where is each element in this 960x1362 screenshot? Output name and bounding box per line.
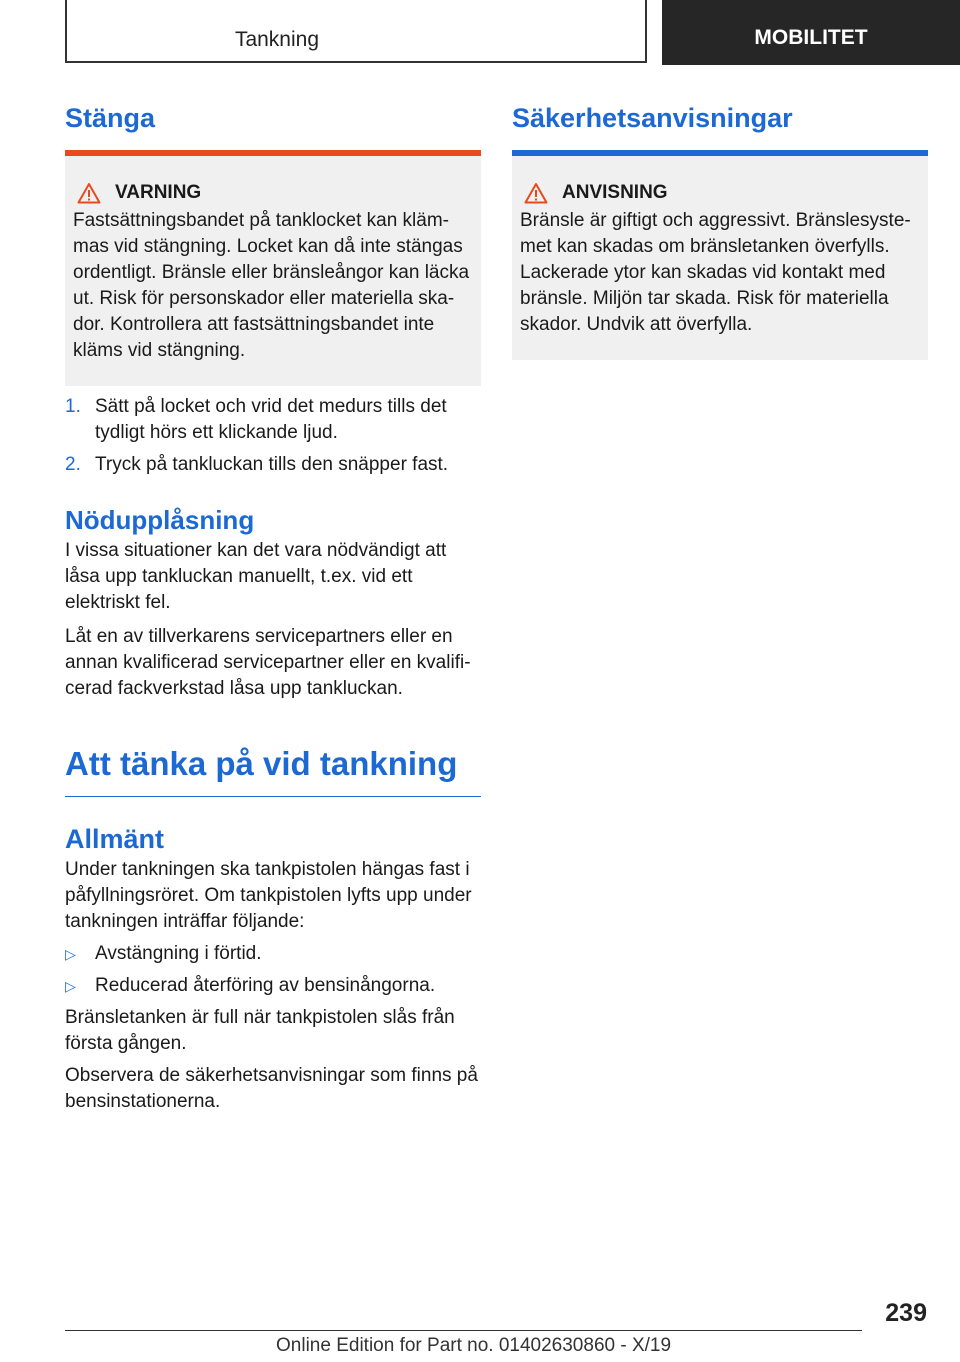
list-item <box>65 452 481 478</box>
major-heading: Att tänka på vid tankning <box>65 742 481 797</box>
step-text: Tryck på tankluckan tills den snäpper fast. <box>95 454 449 475</box>
list-item <box>65 973 481 999</box>
allmant-intro: Under tankningen ska tankpistolen hängas fast i påfyllningsröret. Om tankpistolen lyfts upp under tankningen inträffar följande: <box>65 859 472 932</box>
nodupplasning-paragraph-1: I vissa situationer kan det vara nödvändigt att låsa upp tankluckan manuellt, t.ex. vid ett elektriskt fel. <box>65 540 447 613</box>
heading-stanga: Stänga <box>65 103 156 133</box>
header-frame <box>65 0 647 63</box>
nodupplasning-paragraph-2: Låt en av tillverkarens servicepartners eller en annan kvalificerad servicepartner eller en kvalifi-cerad fackverkstad låsa upp tankluckan. <box>65 626 471 699</box>
allmant-paragraph-3: Observera de säkerhetsanvisningar som finns på bensinstationerna. <box>65 1065 478 1112</box>
bullet-triangle-icon: ▷ <box>65 978 76 994</box>
note-box <box>512 150 928 360</box>
bullet-text: Avstängning i förtid. <box>95 943 262 964</box>
note-text: Bränsle är giftigt och aggressivt. Bränslesyste-met kan skadas om bränsletanken överfylls. Lackerade ytor kan skadas vid kontakt med bränsle. Miljön tar skada. Risk för materiella skador. Undvik att överfylla. <box>520 210 911 335</box>
warning-box <box>65 150 481 386</box>
warning-title-label: VARNING <box>115 182 202 203</box>
bullet-triangle-icon: ▷ <box>65 946 76 962</box>
heading-allmant: Allmänt <box>65 824 165 854</box>
note-title-label: ANVISNING <box>562 182 668 203</box>
bullet-text: Reducerad återföring av bensinångorna. <box>95 975 436 996</box>
warning-triangle-icon <box>77 182 101 204</box>
page-number: 239 <box>885 1299 927 1327</box>
footer-divider <box>65 1330 862 1331</box>
list-item <box>65 394 481 446</box>
note-title <box>520 182 920 204</box>
left-column <box>65 100 481 1115</box>
header-section-title: Tankning <box>234 28 319 51</box>
step-text: Sätt på locket och vrid det medurs tills det tydligt hörs ett klickande ljud. <box>95 396 447 443</box>
heading-sakerhetsanvisningar: Säkerhetsanvisningar <box>512 103 793 133</box>
heading-nodupplasning: Nödupplåsning <box>65 505 255 535</box>
allmant-paragraph-2: Bränsletanken är full när tankpistolen slås från första gången. <box>65 1007 455 1054</box>
warning-text: Fastsättningsbandet på tanklocket kan kläm-mas vid stängning. Locket kan då inte stängas ordentligt. Bränsle eller bränsleångor kan läcka ut. Risk för personskador eller materiella ska-dor. Kontrollera att fastsättningsbandet inte kläms vid stängning. <box>73 210 470 361</box>
warning-triangle-icon <box>524 182 548 204</box>
right-column <box>512 100 928 360</box>
header-chapter-tab[interactable]: MOBILITET <box>662 0 960 65</box>
list-item <box>65 941 481 967</box>
steps-list <box>65 394 481 478</box>
step-number: 2. <box>65 454 81 475</box>
bullet-list <box>65 941 481 999</box>
step-number: 1. <box>65 396 81 417</box>
warning-title <box>73 182 473 204</box>
footer-edition: Online Edition for Part no. 01402630860 - X/19 <box>276 1335 672 1356</box>
